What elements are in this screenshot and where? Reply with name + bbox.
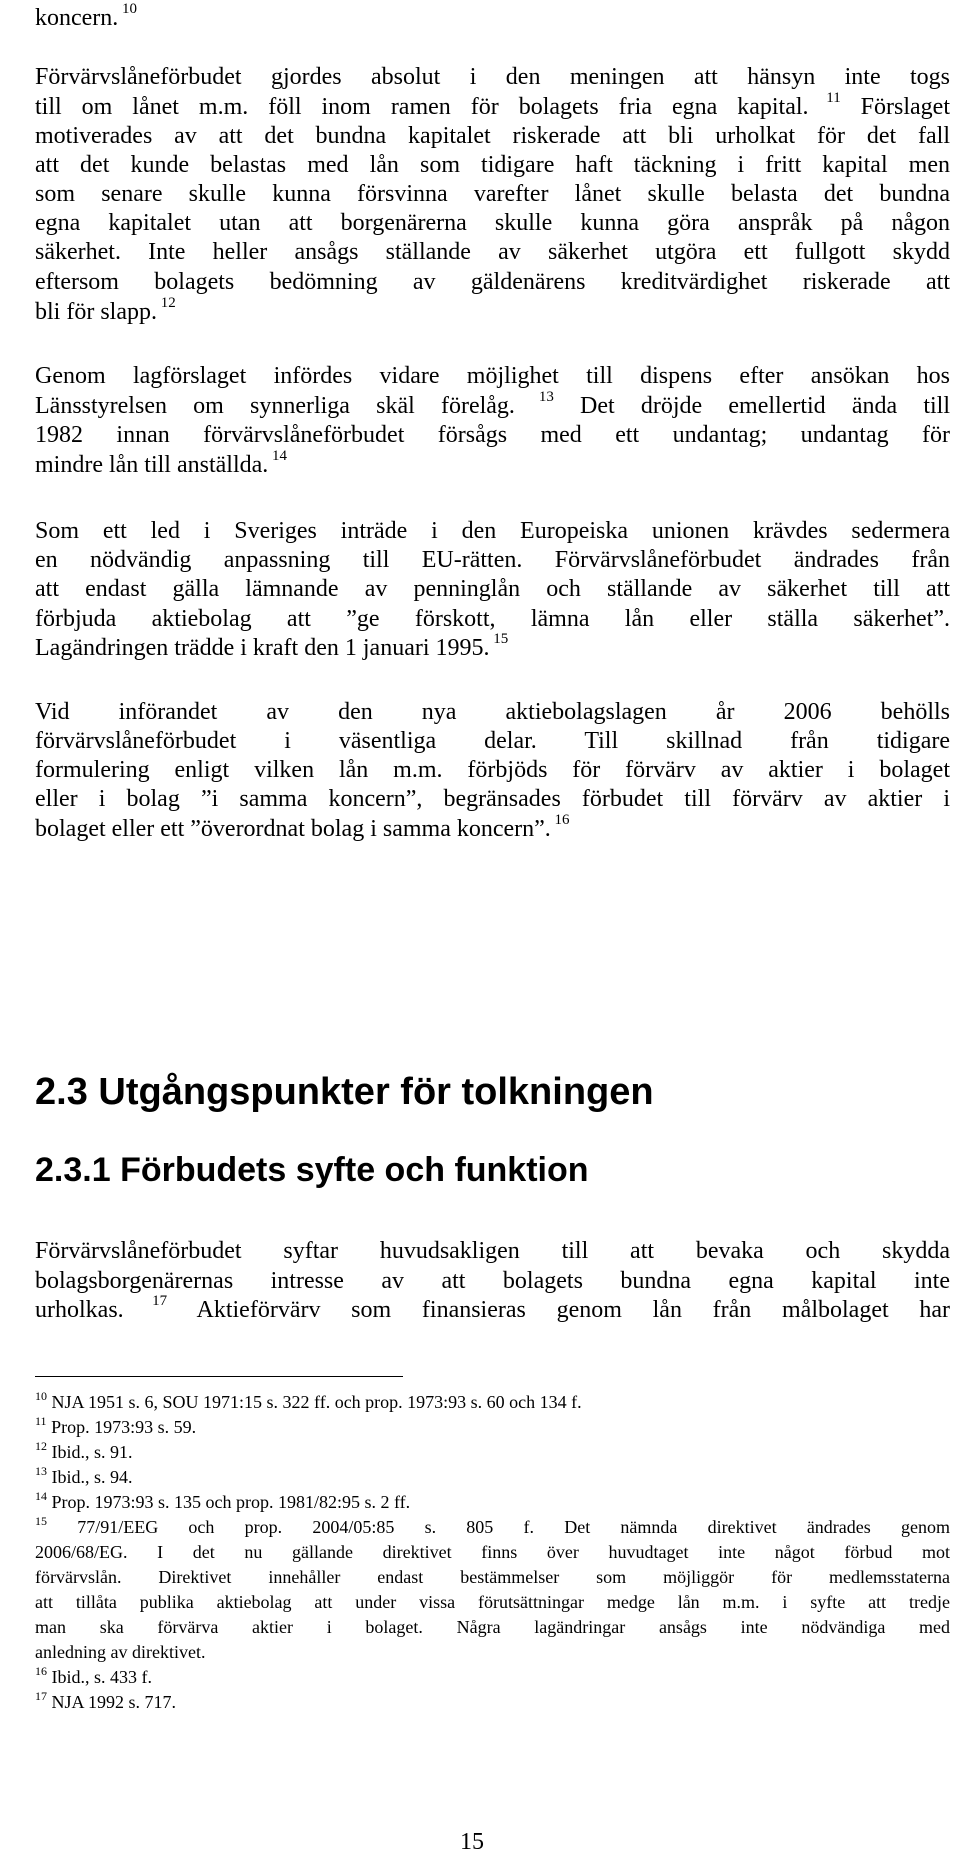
body-line [35,756,950,784]
footnote-line [35,1415,196,1439]
body-line [35,180,950,208]
line-text: som senare skulle kunna försvinna varefter lånet skulle belasta det bundna [35,181,950,207]
line-text: att endast gälla lämnande av penninglån och ställande av säkerhet till att [35,576,950,602]
line-text: eller i bolag ”i samma koncern”, begränsades förbudet till förvärv av aktier i [35,786,950,812]
line-text: Genom lagförslaget infördes vidare möjlighet till dispens efter ansökan hos [35,363,950,389]
line-text: formulering enligt vilken lån m.m. förbjöds för förvärv av aktier i bolaget [35,757,950,783]
footnote-number: 13 [35,1464,47,1478]
footnote-line [35,1640,205,1664]
line-text: bolaget eller ett ”överordnat bolag i samma koncern”. [35,816,551,842]
footnote-number: 17 [35,1689,47,1703]
line-text: Ibid., s. 91. [51,1442,133,1462]
body-line [35,151,950,179]
body-line [35,238,950,266]
footnote-number: 10 [35,1389,47,1403]
line-text: en nödvändig anpassning till EU-rätten. Förvärvslåneförbudet ändrades från [35,547,950,573]
footnote-separator [35,1376,403,1377]
footnote-line [35,1615,950,1639]
line-text: Det dröjde emellertid ända till [553,393,950,419]
body-line [35,605,950,633]
body-line [35,63,950,91]
section-line [35,1293,951,1324]
line-text: koncern. [35,5,119,31]
footnote-reference: 11 [808,90,841,106]
line-text: att det kunde belastas med lån som tidigare haft täckning i fritt kapital men [35,152,950,178]
body-line [35,727,950,755]
body-line [35,122,950,150]
body-line [35,812,570,843]
footnote-number: 15 [35,1514,47,1528]
body-line [35,698,950,726]
line-text: eftersom bolagets bedömning av gäldenärens kreditvärdighet riskerade att [35,269,950,295]
line-text: egna kapitalet utan att borgenärerna skulle kunna göra anspråk på någon [35,210,950,236]
line-text: bolagsborgenärernas intresse av att bolagets bundna egna kapital inte [35,1268,950,1294]
footnote-reference: 14 [268,448,288,464]
body-line [35,631,509,662]
body-line [35,362,950,390]
footnote-reference: 13 [514,389,554,405]
footnote-reference: 12 [156,295,176,311]
footnote-reference: 17 [123,1293,168,1309]
line-text: motiverades av att det bundna kapitalet riskerade att bli urholkat för det fall [35,123,950,149]
footnote-line [35,1565,950,1589]
line-text: NJA 1951 s. 6, SOU 1971:15 s. 322 ff. och prop. 1973:93 s. 60 och 134 f. [51,1392,582,1412]
footnote-line [35,1540,950,1564]
footnote-number: 16 [35,1664,47,1678]
body-line [35,389,950,420]
line-text: Prop. 1973:93 s. 59. [51,1417,197,1437]
body-line [35,295,176,326]
line-text: 2006/68/EG. I det nu gällande direktivet finns över huvudtaget inte något förbud mot [35,1542,950,1562]
line-text: Länsstyrelsen om synnerliga skäl förelåg. [35,393,515,419]
footnote-line [35,1690,176,1714]
footnote-number: 12 [35,1439,47,1453]
body-line [35,421,950,449]
section-line [35,1267,950,1295]
subsection-heading: 2.3.1 Förbudets syfte och funktion [35,1151,589,1189]
line-text: Som ett led i Sveriges inträde i den Europeiska unionen krävdes sedermera [35,518,950,544]
footnote-line [35,1440,133,1464]
body-line [35,1,138,32]
line-text: förvärvslån. Direktivet innehåller endast bestämmelser som möjliggör för medlemsstaterna [35,1567,950,1587]
line-text: förbjuda aktiebolag att ”ge förskott, lämna lån eller ställa säkerhet”. [35,606,950,632]
line-text: Aktieförvärv som finansieras genom lån från målbolaget har [167,1297,951,1323]
line-text: bli för slapp. [35,299,157,325]
section-line [35,1237,950,1265]
footnote-reference: 15 [489,631,509,647]
footnote-reference: 10 [118,1,138,17]
body-line [35,268,950,296]
footnote-line [35,1390,582,1414]
line-text: NJA 1992 s. 717. [51,1692,177,1712]
line-text: Prop. 1973:93 s. 135 och prop. 1981/82:95 s. 2 ff. [51,1492,411,1512]
body-line [35,90,950,121]
footnote-reference: 16 [550,812,570,828]
section-heading: 2.3 Utgångspunkter för tolkningen [35,1071,654,1113]
body-line [35,575,950,603]
line-text: Förvärvslåneförbudet syftar huvudsakligen till att bevaka och skydda [35,1238,950,1264]
body-line [35,517,950,545]
line-text: Lagändringen trädde i kraft den 1 januari 1995. [35,635,490,661]
line-text: Förvärvslåneförbudet gjordes absolut i den meningen att hänsyn inte togs [35,64,950,90]
line-text: Förslaget [840,94,950,120]
body-line [35,546,950,574]
line-text: förvärvslåneförbudet i väsentliga delar. Till skillnad från tidigare [35,728,950,754]
line-text: till om lånet m.m. föll inom ramen för bolagets fria egna kapital. [35,94,809,120]
line-text: säkerhet. Inte heller ansågs ställande av säkerhet utgöra ett fullgott skydd [35,239,950,265]
footnote-number: 14 [35,1489,47,1503]
line-text: 1982 innan förvärvslåneförbudet försågs med ett undantag; undantag för [35,422,950,448]
body-line [35,785,950,813]
line-text: Ibid., s. 433 f. [51,1667,152,1687]
line-text: man ska förvärva aktier i bolaget. Några lagändringar ansågs inte nödvändiga med [35,1617,950,1637]
line-text: att tillåta publika aktiebolag att under vissa förutsättningar medge lån m.m. i syfte att tredje [35,1592,950,1612]
line-text: Vid införandet av den nya aktiebolagslagen år 2006 behölls [35,699,950,725]
body-line [35,448,288,479]
line-text: anledning av direktivet. [35,1642,206,1662]
line-text: 77/91/EEG och prop. 2004/05:85 s. 805 f. Det nämnda direktivet ändrades genom [77,1517,950,1537]
body-line [35,209,950,237]
footnote-line [35,1490,410,1514]
line-text: Ibid., s. 94. [51,1467,133,1487]
footnote-line [35,1515,950,1539]
footnote-line [35,1590,950,1614]
page-number: 15 [460,1829,484,1855]
footnote-line [35,1465,133,1489]
footnote-number: 11 [35,1414,47,1428]
line-text: urholkas. [35,1297,124,1323]
footnote-line [35,1665,152,1689]
line-text: mindre lån till anställda. [35,452,269,478]
